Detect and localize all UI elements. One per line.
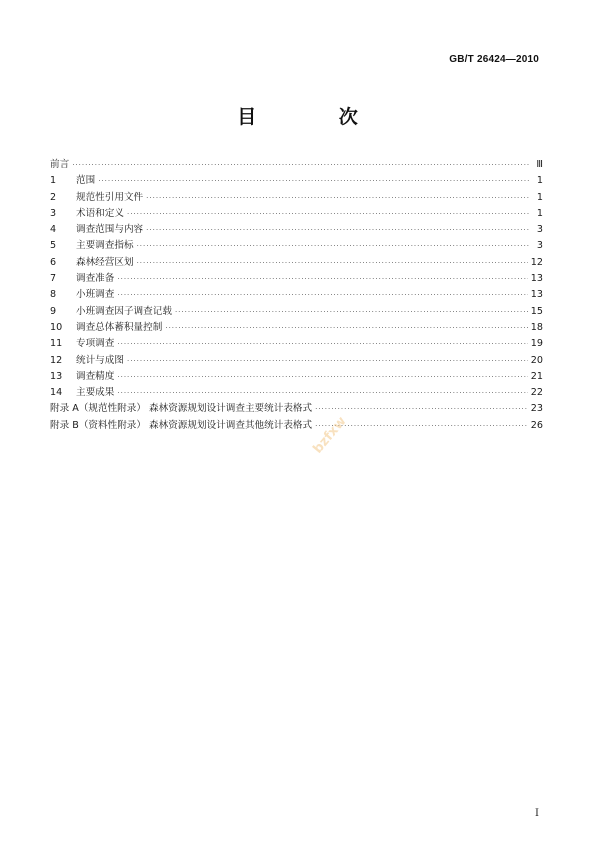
toc-entry-page: 1 [536, 207, 543, 219]
toc-entry-page: 13 [530, 273, 543, 285]
toc-dot-leader [165, 320, 527, 336]
toc-dot-leader [315, 418, 528, 434]
toc-entry-title: 专项调查 [76, 338, 115, 350]
toc-dot-leader [137, 255, 528, 271]
toc-entry-number: 13 [50, 370, 63, 382]
toc-entry[interactable] [50, 238, 543, 254]
toc-entry[interactable] [50, 190, 543, 206]
toc-entry[interactable] [50, 173, 543, 189]
toc-entry-title: 调查总体蓄积量控制 [76, 321, 163, 333]
toc-dot-leader [98, 173, 530, 189]
toc-entry-page: 19 [530, 338, 543, 350]
toc-entry[interactable] [50, 206, 543, 222]
page-number: I [535, 808, 539, 819]
toc-entry-page: 1 [536, 175, 543, 187]
toc-entry-title: 主要成果 [76, 387, 115, 399]
toc-dot-leader [117, 287, 527, 303]
toc-dot-leader [315, 401, 528, 417]
toc-entry-number: 12 [50, 354, 63, 366]
toc-entry-title: 术语和定义 [76, 207, 124, 219]
toc-entry-page: 15 [530, 305, 543, 317]
toc-entry-number: 3 [50, 207, 57, 219]
toc-entry-number: 11 [50, 338, 63, 350]
toc-entry[interactable] [50, 222, 543, 238]
toc-entry-page: 18 [530, 321, 543, 333]
page-title: 目 次 [237, 106, 396, 128]
toc-entry-page: Ⅲ [536, 159, 543, 170]
toc-entry-title: 调查准备 [76, 273, 115, 285]
toc-entry-page: 26 [530, 419, 543, 431]
toc-dot-leader [72, 157, 530, 173]
toc-entry[interactable] [50, 287, 543, 303]
toc-entry[interactable] [50, 418, 543, 434]
toc-entry-title: 附录 A（规范性附录） 森林资源规划设计调查主要统计表格式 [50, 403, 313, 415]
toc-dot-leader [117, 385, 527, 401]
toc-entry-number: 7 [50, 273, 57, 285]
toc-entry-number: 6 [50, 256, 57, 268]
toc-entry-title: 附录 B（资料性附录） 森林资源规划设计调查其他统计表格式 [50, 419, 313, 431]
toc-entry[interactable] [50, 157, 543, 173]
toc-entry-title: 规范性引用文件 [76, 191, 144, 203]
toc-entry[interactable] [50, 271, 543, 287]
toc-entry-number: 10 [50, 321, 63, 333]
toc-dot-leader [146, 222, 530, 238]
toc-dot-leader [117, 336, 527, 352]
toc-entry-page: 22 [530, 387, 543, 399]
toc-entry-title: 统计与成图 [76, 354, 124, 366]
toc-dot-leader [137, 238, 530, 254]
toc-entry-number: 14 [50, 387, 63, 399]
toc-entry[interactable] [50, 304, 543, 320]
toc-entry-number: 5 [50, 240, 57, 252]
toc-entry-title: 调查精度 [76, 370, 115, 382]
toc-dot-leader [127, 353, 528, 369]
toc-dot-leader [175, 304, 528, 320]
toc-entry-page: 23 [530, 403, 543, 415]
toc-entry-title: 前言 [50, 159, 70, 170]
toc-entry-number: 9 [50, 305, 57, 317]
toc-dot-leader [146, 190, 530, 206]
toc-entry[interactable] [50, 369, 543, 385]
toc-entry-number: 4 [50, 224, 57, 236]
toc-entry-title: 小班调查 [76, 289, 115, 301]
toc-entry-page: 1 [536, 191, 543, 203]
toc-entry-title: 调查范围与内容 [76, 224, 144, 236]
toc-entry-number: 2 [50, 191, 57, 203]
svg-text:bzfxw: bzfxw [310, 413, 350, 457]
toc-entry-title: 小班调查因子调查记载 [76, 305, 172, 317]
toc-entry-title: 范围 [76, 175, 96, 187]
toc-entry-number: 1 [50, 175, 57, 187]
toc-entry-title: 主要调查指标 [76, 240, 134, 252]
standard-code: GB/T 26424—2010 [449, 54, 539, 65]
toc-entry-page: 13 [530, 289, 543, 301]
table-of-contents [50, 157, 543, 434]
toc-entry[interactable] [50, 255, 543, 271]
toc-dot-leader [117, 271, 527, 287]
toc-dot-leader [117, 369, 527, 385]
toc-entry[interactable] [50, 385, 543, 401]
toc-entry[interactable] [50, 353, 543, 369]
toc-entry-page: 3 [536, 224, 543, 236]
toc-dot-leader [127, 206, 530, 222]
toc-entry-page: 21 [530, 370, 543, 382]
toc-entry-page: 3 [536, 240, 543, 252]
toc-entry-page: 12 [530, 256, 543, 268]
toc-entry[interactable] [50, 320, 543, 336]
toc-entry-page: 20 [530, 354, 543, 366]
toc-entry-number: 8 [50, 289, 57, 301]
toc-entry[interactable] [50, 336, 543, 352]
toc-entry-title: 森林经营区划 [76, 256, 134, 268]
toc-entry[interactable] [50, 401, 543, 417]
